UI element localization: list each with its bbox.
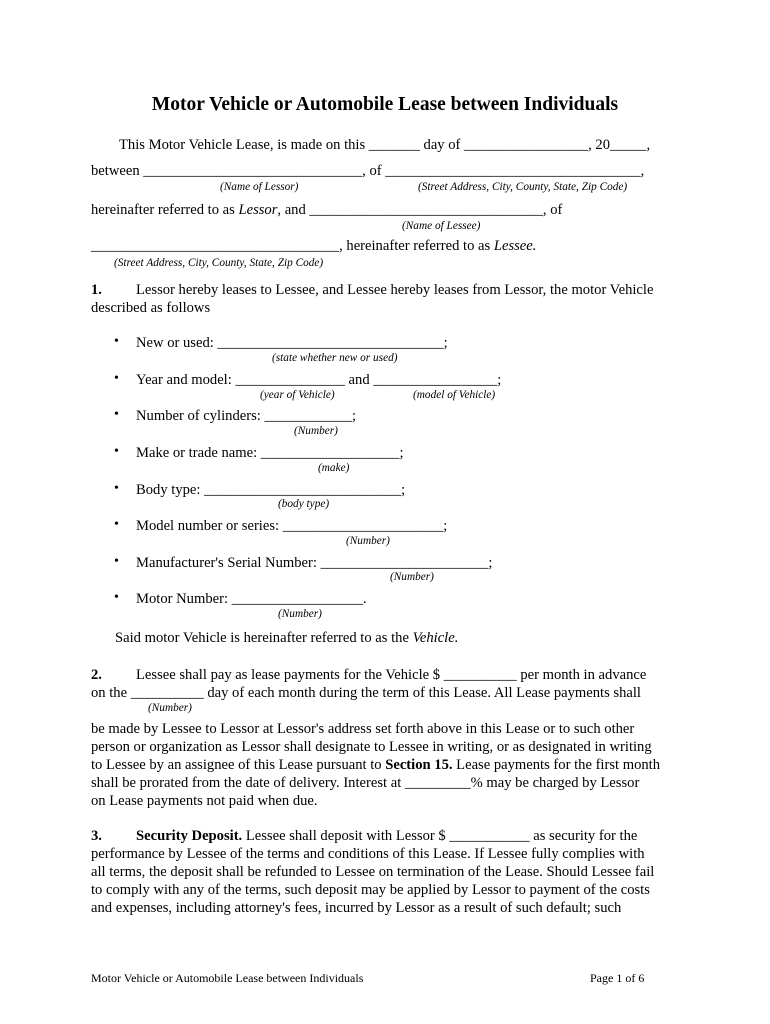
lessee-term: Lessee. (493, 238, 537, 254)
caption-motor-number: (Number) (278, 608, 322, 620)
item-model-number: Model number or series: ______________________; (136, 518, 448, 534)
section-2-line-5-pre: to Lessee by an assignee of this Lease pursuant to (91, 757, 386, 773)
intro-line-3-pre: hereinafter referred to as (91, 202, 239, 218)
footer-title: Motor Vehicle or Automobile Lease between Individuals (91, 971, 364, 985)
caption-lessor-address: (Street Address, City, County, State, Zip Code) (418, 181, 628, 193)
section-2-line-1: Lessee shall pay as lease payments for the Vehicle $ __________ per month in advance (136, 667, 647, 683)
item-body-type: Body type: ___________________________; (136, 482, 406, 498)
bullet-icon: • (114, 517, 119, 532)
caption-lessee-address: (Street Address, City, County, State, Zip Code) (114, 257, 324, 269)
item-make: Make or trade name: ___________________; (136, 445, 404, 461)
item-new-or-used: New or used: _______________________________; (136, 335, 448, 351)
section-2-line-7: on Lease payments not paid when due. (91, 793, 318, 809)
section-1-line-2: described as follows (91, 300, 211, 316)
bullet-icon: • (114, 590, 119, 605)
bullet-icon: • (114, 334, 119, 349)
section-1-number: 1. (91, 282, 102, 298)
intro-line-1: This Motor Vehicle Lease, is made on this _______ day of _________________, 20_____, (119, 137, 651, 153)
caption-lessor-name: (Name of Lessor) (220, 181, 299, 193)
section-1-closing (115, 629, 458, 647)
caption-cylinders: (Number) (294, 425, 338, 437)
section-2-line-4: person or organization as Lessor shall designate to Lessee in writing, or as designated in writing (91, 739, 652, 755)
section-2-line-5 (91, 756, 660, 774)
bullet-icon: • (114, 444, 119, 459)
section-2-number: 2. (91, 667, 102, 683)
section-3-number: 3. (91, 828, 102, 844)
bullet-icon: • (114, 481, 119, 496)
section-3-line-4: to comply with any of the terms, such deposit may be applied by Lessor to payment of the costs (91, 882, 650, 898)
section-3-line-2: performance by Lessee of the terms and conditions of this Lease. If Lessee fully complies with (91, 846, 645, 862)
caption-make: (make) (318, 462, 350, 474)
caption-serial-number: (Number) (390, 571, 434, 583)
item-serial-number: Manufacturer's Serial Number: _______________________; (136, 555, 493, 571)
caption-body-type: (body type) (278, 498, 330, 510)
intro-line-2: between ______________________________, of ___________________________________, (91, 163, 645, 179)
item-year-model: Year and model: _______________ and _________________; (136, 372, 502, 388)
intro-line-4 (91, 237, 536, 255)
security-deposit-heading: Security Deposit. (136, 828, 243, 844)
section-1-closing-pre: Said motor Vehicle is hereinafter referred to as the (115, 630, 413, 646)
bullet-icon: • (114, 371, 119, 386)
section-15-reference: Section 15. (385, 757, 453, 773)
section-3-line-3: all terms, the deposit shall be refunded to Lessee on termination of the Lease. Should Lessee fail (91, 864, 655, 880)
lessor-term: Lessor (238, 202, 278, 218)
caption-lessee-name: (Name of Lessee) (402, 220, 481, 232)
bullet-icon: • (114, 554, 119, 569)
caption-year: (year of Vehicle) (260, 389, 335, 401)
vehicle-term: Vehicle. (412, 630, 459, 646)
bullet-icon: • (114, 407, 119, 422)
document-title: Motor Vehicle or Automobile Lease between Individuals (151, 94, 619, 115)
footer-page-number: Page 1 of 6 (590, 971, 645, 985)
section-3-line-1 (136, 827, 637, 845)
item-motor-number: Motor Number: __________________. (136, 591, 367, 607)
intro-line-4-pre: __________________________________, hereinafter referred to as (91, 238, 494, 254)
section-2-line-2: on the __________ day of each month during the term of this Lease. All Lease payments shall (91, 685, 641, 701)
item-cylinders: Number of cylinders: ____________; (136, 408, 357, 424)
caption-payment-day: (Number) (148, 702, 192, 714)
section-2-line-6: shall be prorated from the date of delivery. Interest at _________% may be charged by Lessor (91, 775, 640, 791)
section-3-line-5: and expenses, including attorney's fees, incurred by Lessor as a result of such default; such (91, 900, 622, 916)
intro-line-3-post: , and ________________________________, of (277, 202, 563, 218)
section-1-line-1: Lessor hereby leases to Lessee, and Lessee hereby leases from Lessor, the motor Vehicle (136, 282, 654, 298)
section-2-line-5-post: Lease payments for the first month (452, 757, 661, 773)
caption-model-number: (Number) (346, 535, 390, 547)
section-2-line-3: be made by Lessee to Lessor at Lessor's address set forth above in this Lease or to such other (91, 721, 635, 737)
caption-new-or-used: (state whether new or used) (272, 352, 398, 364)
section-3-line-1-post: Lessee shall deposit with Lessor $ ___________ as security for the (242, 828, 638, 844)
intro-line-3 (91, 201, 562, 219)
caption-model: (model of Vehicle) (413, 389, 496, 401)
